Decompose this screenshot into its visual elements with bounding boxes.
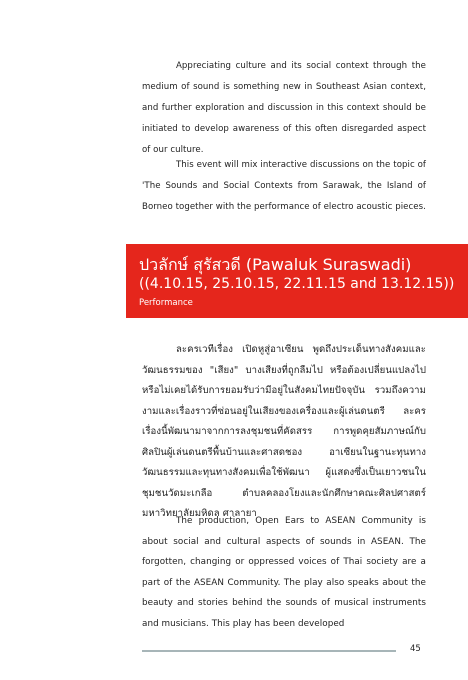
english-paragraph-text: The production, Open Ears to ASEAN Community is about social and cultural aspects of sounds in ASEAN. The forgotten, changing or oppressed voices of Thai society are a part of the ASEAN Community. The play also speaks about the beauty and stories behind the sounds of musical instruments and musicians. This play has been developed — [142, 516, 426, 629]
intro-paragraph-2 — [142, 155, 426, 218]
performance-dates: ((4.10.15, 25.10.15, 22.11.15 and 13.12.15)) — [139, 276, 455, 292]
intro-paragraph-2-text: This event will mix interactive discussions on the topic of 'The Sounds and Social Contexts from Sarawak, the Island of Borneo together with the performance of electro acoustic pieces. — [142, 160, 426, 212]
intro-paragraph-1 — [142, 56, 426, 161]
thai-paragraph — [142, 340, 426, 525]
intro-paragraph-1-text: Appreciating culture and its social context through the medium of sound is something new in Southeast Asian context, and further exploration and discussion in this context should be initiated to develop awareness of this often disregarded aspect of our culture. — [142, 61, 426, 155]
thai-paragraph-text: ละครเวทีเรื่อง เปิดหูสู่อาเซียน พูดถึงประเด็นทางสังคมและวัฒนธรรมของ "เสียง" บางเสียงที่ถูกลืมไป หรือต้องเปลี่ยนแปลงไป หรือไม่เคยได้รับการยอมรับว่ามีอยู่ในสังคมไทยปัจจุบัน รวมถึงความงามและเรื่องราวที่ซ่อนอยู่ในเสียงของเครื่องและผู้เล่นดนตรี ละครเรื่องนี้พัฒนามาจากการลงชุมชนที่คัดสรร การพูดคุยสัมภาษณ์กับศิลปินผู้เล่นดนตรีพื้นบ้านและศาสดชอง อาเซียนในฐานะทุนทางวัฒนธรรมและทุนทางสังคมเพื่อใช้พัฒนา ผู้แสดงซึ่งเป็นเยาวชนในชุมชนวัดมะเกลือ ตำบลคลองโยงและนักศึกษาคณะศิลปศาสตร์มหาวิทยาลัยมหิดล ศาลายา — [142, 344, 426, 519]
performance-category: Performance — [139, 298, 193, 308]
footer-rule — [142, 650, 396, 652]
english-paragraph — [142, 511, 426, 634]
performer-name: ปวลักษ์ สุรัสวดี (Pawaluk Suraswadi) — [139, 255, 412, 274]
performer-banner — [126, 244, 468, 318]
page-number: 45 — [410, 644, 421, 654]
